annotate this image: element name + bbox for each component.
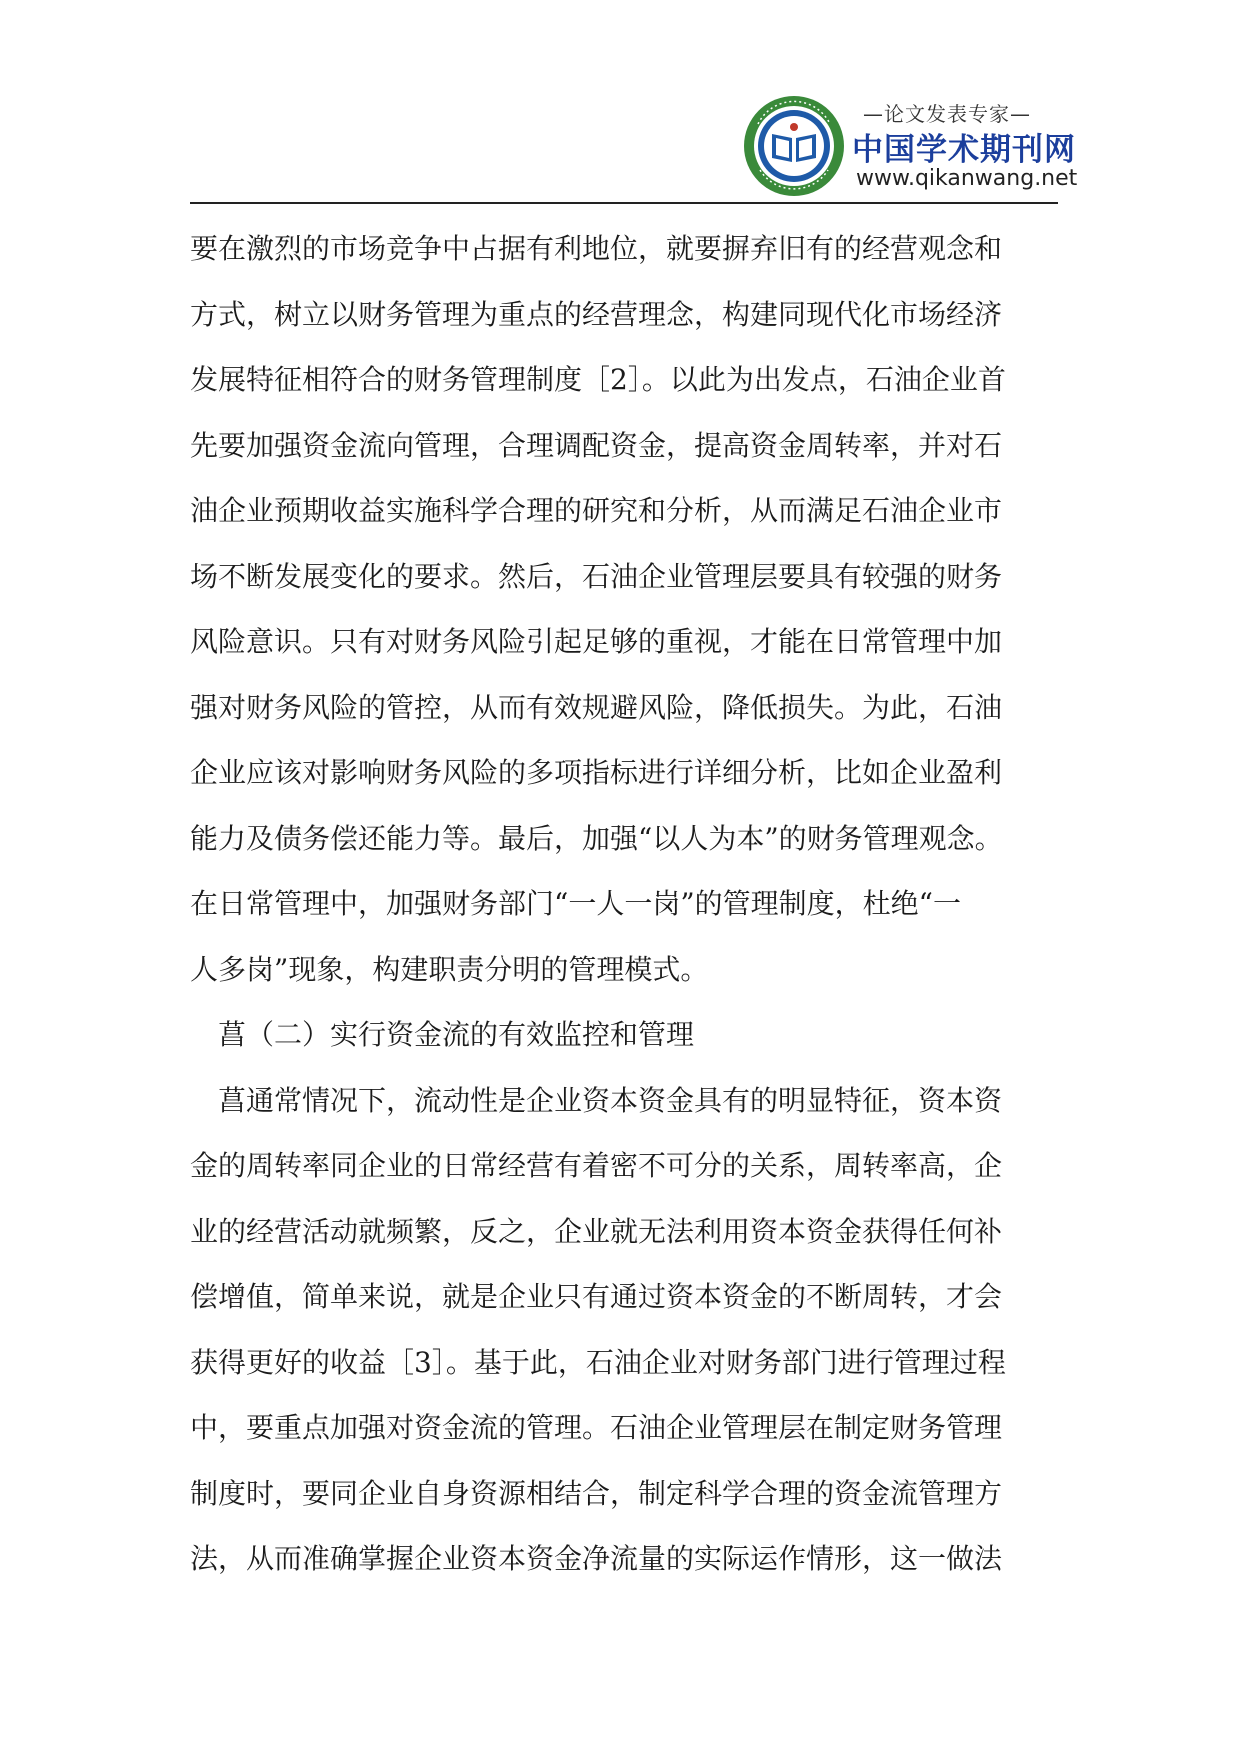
text-line: 方式，树立以财务管理为重点的经营理念，构建同现代化市场经济 bbox=[190, 297, 1003, 331]
text-line: 业的经营活动就频繁，反之，企业就无法利用资本资金获得任何补 bbox=[190, 1214, 1003, 1248]
text-line: 人多岗”现象，构建职责分明的管理模式。 bbox=[190, 952, 709, 986]
text-line: 先要加强资金流向管理，合理调配资金，提高资金周转率，并对石 bbox=[190, 428, 1003, 462]
section-heading: 菖（二）实行资金流的有效监控和管理 bbox=[218, 1018, 695, 1051]
logo-url: www.qikanwang.net bbox=[856, 166, 1078, 191]
text-line: 获得更好的收益［3］。基于此，石油企业对财务部门进行管理过程 bbox=[190, 1345, 1006, 1379]
text-line: 油企业预期收益实施科学合理的研究和分析，从而满足石油企业市 bbox=[190, 494, 1003, 527]
text-line: 偿增值，简单来说，就是企业只有通过资本资金的不断周转，才会 bbox=[190, 1280, 1003, 1313]
body-text bbox=[190, 216, 1050, 1592]
text-line: 场不断发展变化的要求。然后，石油企业管理层要具有较强的财务 bbox=[190, 559, 1003, 593]
text-line: 法，从而准确掌握企业资本资金净流量的实际运作情形，这一做法 bbox=[190, 1542, 1003, 1575]
page-header bbox=[0, 0, 1241, 206]
text-line: 菖通常情况下，流动性是企业资本资金具有的明显特征，资本资 bbox=[218, 1083, 1003, 1117]
text-line: 风险意识。只有对财务风险引起足够的重视，才能在日常管理中加 bbox=[190, 625, 1003, 658]
text-line: 在日常管理中，加强财务部门“一人一岗”的管理制度，杜绝“一 bbox=[190, 887, 961, 920]
header-divider bbox=[190, 202, 1058, 204]
text-line: 发展特征相符合的财务管理制度［2］。以此为出发点，石油企业首 bbox=[190, 363, 1006, 396]
logo-slogan: —论文发表专家— bbox=[863, 102, 1031, 126]
text-line: 制度时，要同企业自身资源相结合，制定科学合理的资金流管理方 bbox=[190, 1476, 1003, 1510]
text-line: 金的周转率同企业的日常经营有着密不可分的关系，周转率高，企 bbox=[190, 1149, 1003, 1182]
logo-wordmark bbox=[852, 98, 1078, 198]
text-line: 中，要重点加强对资金流的管理。石油企业管理层在制定财务管理 bbox=[190, 1411, 1003, 1444]
text-line: 能力及债务偿还能力等。最后，加强“以人为本”的财务管理观念。 bbox=[190, 821, 1003, 855]
text-line: 强对财务风险的管控，从而有效规避风险，降低损失。为此，石油 bbox=[190, 690, 1003, 724]
text-line: 要在激烈的市场竞争中占据有利地位，就要摒弃旧有的经营观念和 bbox=[190, 232, 1003, 265]
logo-site-name: 中国学术期刊网 bbox=[852, 132, 1076, 168]
text-line: 企业应该对影响财务风险的多项指标进行详细分析，比如企业盈利 bbox=[190, 756, 1003, 789]
logo-seal-icon bbox=[742, 94, 846, 198]
